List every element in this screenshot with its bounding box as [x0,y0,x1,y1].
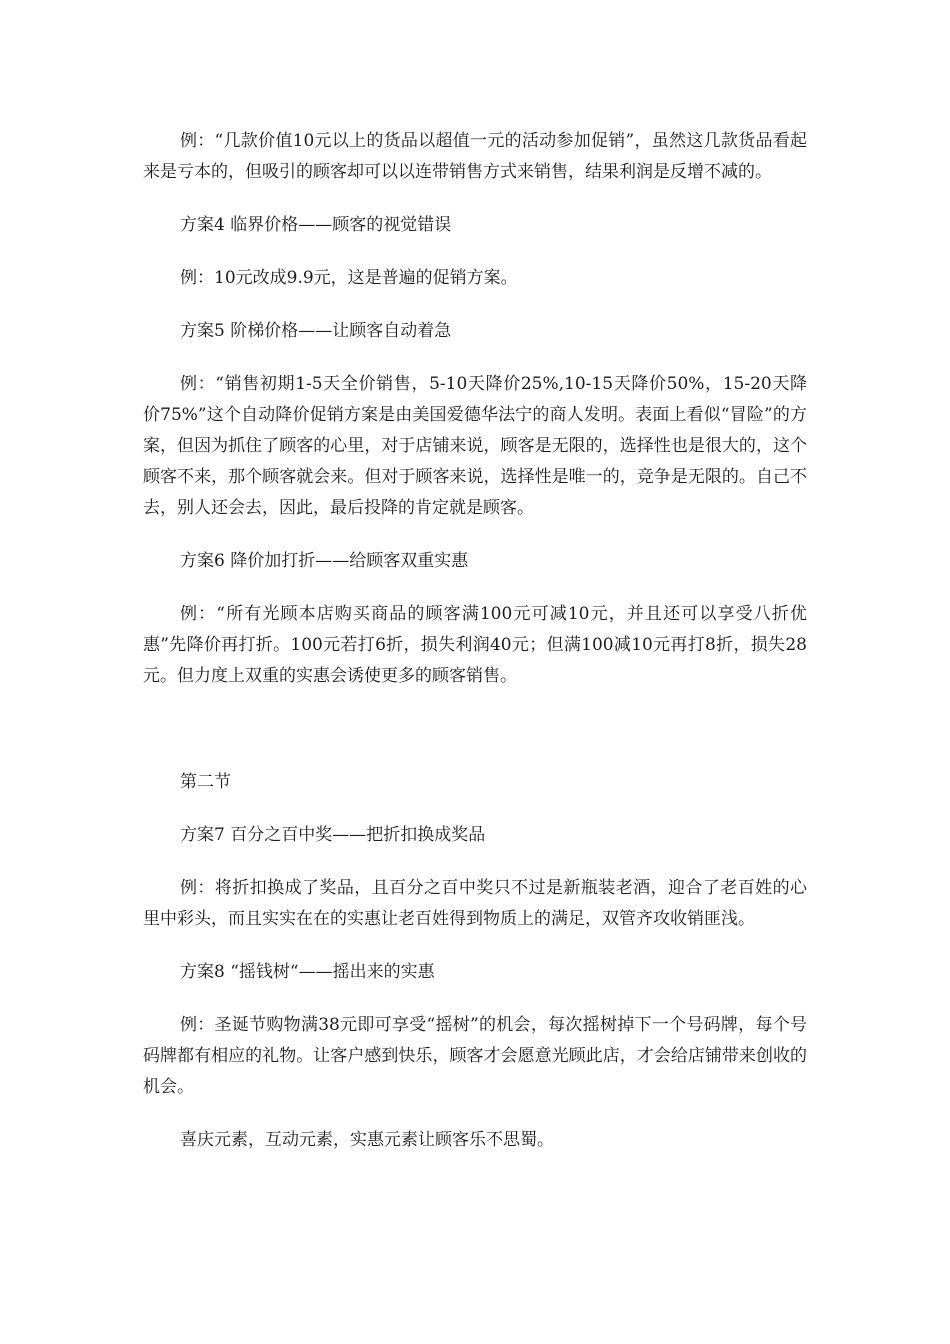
heading-plan-7: 方案7 百分之百中奖——把折扣换成奖品 [180,825,486,845]
document-page [143,126,807,1156]
paragraph-closing: 喜庆元素，互动元素，实惠元素让顾客乐不思蜀。 [180,1130,554,1150]
heading-plan-8: 方案8 “摇钱树“——摇出来的实惠 [180,962,435,982]
paragraph-example-double-discount: 例：“所有光顾本店购买商品的顾客满100元可减10元，并且还可以享受八折优惠”先降价再打折。100元若打6折，损失利润40元；但满100减10元再打8折，损失28元。但力度上双重的实惠会诱使更多的顾客销售。 [143,604,807,686]
heading-plan-4: 方案4 临界价格——顾客的视觉错误 [180,215,452,235]
paragraph-example-money-tree: 例：圣诞节购物满38元即可享受“摇树”的机会，每次摇树掉下一个号码牌，每个号码牌都有相应的礼物。让客户感到快乐，顾客才会愿意光顾此店，才会给店铺带来创收的机会。 [143,1015,807,1097]
paragraph-example-prize: 例：将折扣换成了奖品，且百分之百中奖只不过是新瓶装老酒，迎合了老百姓的心里中彩头，而且实实在在的实惠让老百姓得到物质上的满足，双管齐攻收销匪浅。 [143,878,807,929]
paragraph-example-ladder-price: 例：“销售初期1-5天全价销售，5-10天降价25%,10-15天降价50%，15-20天降价75%”这个自动降价促销方案是由美国爱德华法宁的商人发明。表面上看似“冒险”的方案，但因为抓住了顾客的心里，对于店铺来说，顾客是无限的，选择性也是很大的，这个顾客不来，那个顾客就会来。但对于顾客来说，选择性是唯一的，竞争是无限的。自己不去，别人还会去，因此，最后投降的肯定就是顾客。 [143,374,807,518]
heading-plan-5: 方案5 阶梯价格——让顾客自动着急 [180,321,452,341]
heading-plan-6: 方案6 降价加打折——给顾客双重实惠 [180,551,469,571]
paragraph-example-one-yuan: 例：“几款价值10元以上的货品以超值一元的活动参加促销”，虽然这几款货品看起来是亏本的，但吸引的顾客却可以以连带销售方式来销售，结果利润是反增不减的。 [143,131,807,182]
section-title: 第二节 [180,772,231,792]
paragraph-example-critical-price: 例：10元改成9.9元，这是普遍的促销方案。 [180,268,518,288]
